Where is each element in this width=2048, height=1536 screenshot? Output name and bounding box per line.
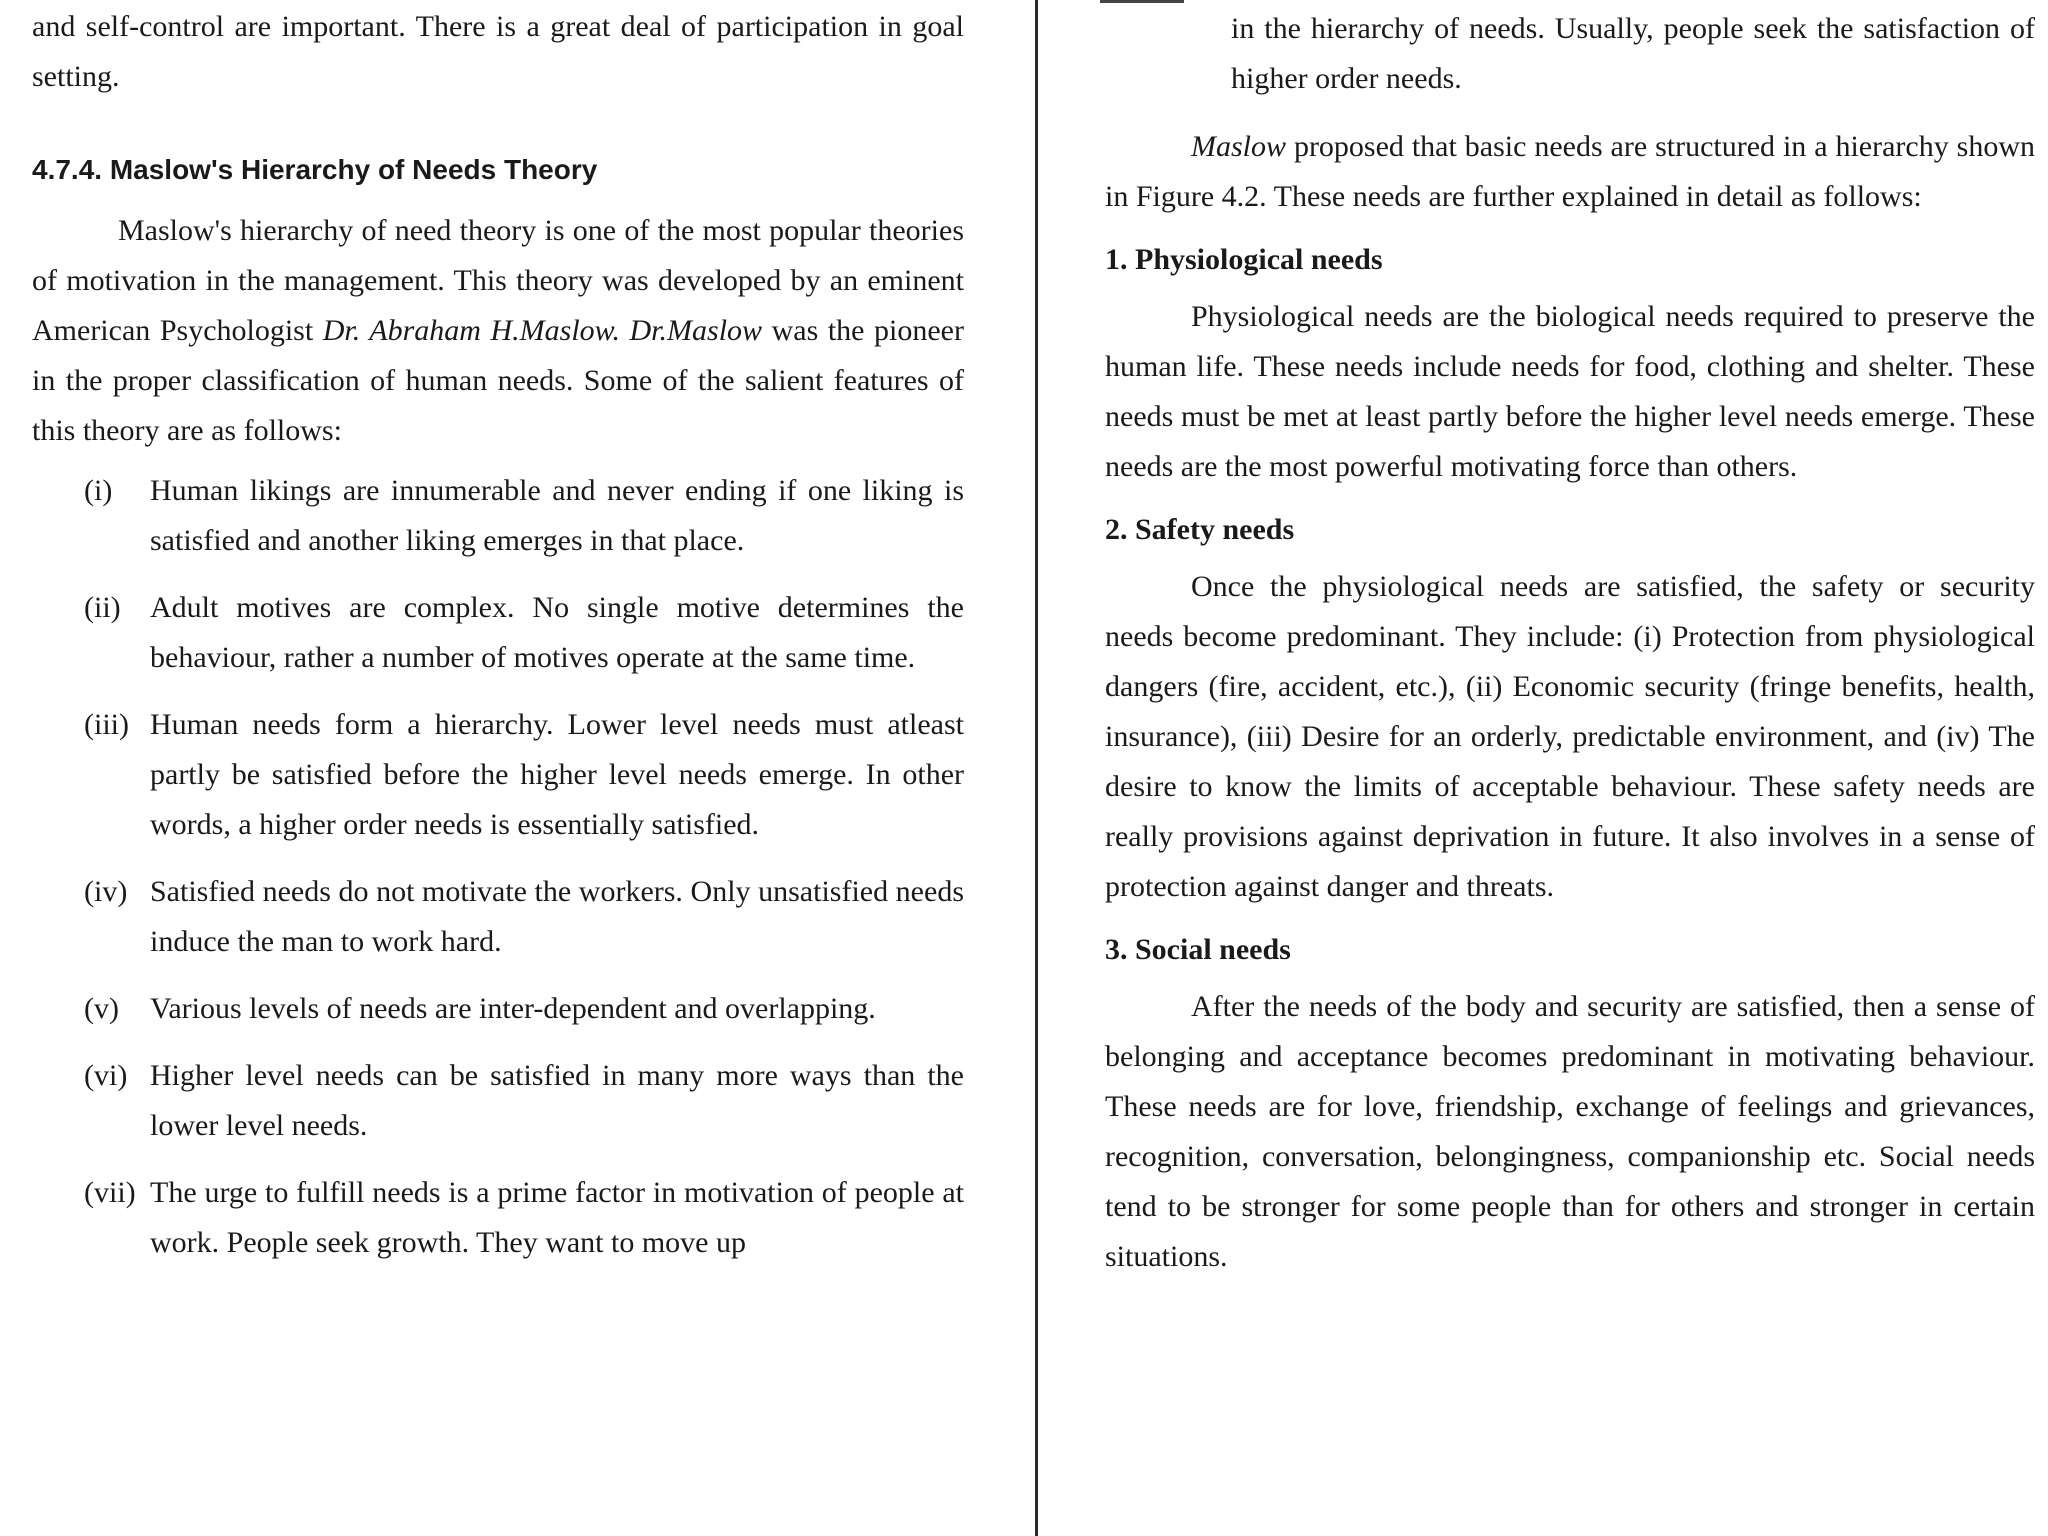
- para-part-italic: Dr. Abraham H.Maslow. Dr.Maslow: [322, 314, 763, 347]
- list-item: [84, 867, 964, 967]
- list-item-num: (vi): [84, 1059, 128, 1092]
- features-list: [84, 466, 964, 1268]
- right-page: [1105, 0, 2035, 1536]
- maslow-name: Maslow: [1191, 130, 1287, 163]
- safety-heading: 2. Safety needs: [1105, 513, 1295, 546]
- column-divider: [1035, 0, 1038, 1536]
- intro-text: and self-control are important. There is a great deal of participation in goal setting.: [32, 10, 964, 93]
- list-item-text: Adult motives are complex. No single motive determines the behaviour, rather a number of motives operate at the same time.: [150, 591, 964, 674]
- list-item-text: Higher level needs can be satisfied in many more ways than the lower level needs.: [150, 1059, 964, 1142]
- social-heading: 3. Social needs: [1105, 933, 1291, 966]
- safety-text: Once the physiological needs are satisfied, the safety or security needs become predominant. They include: (i) Protection from physiological dangers (fire, accident, etc.), (ii) Economic security (fringe benefits, health, insurance), (iii) Desire for an orderly, predictable environment, and (iv) The desire to know the limits of acceptable behaviour. These safety needs are really provisions against deprivation in future. It also involves in a sense of protection against danger and threats.: [1105, 570, 2035, 903]
- list-item-num: (iv): [84, 875, 128, 908]
- social-text: After the needs of the body and security are satisfied, then a sense of belonging and acceptance becomes predominant in motivating behaviour. These needs are for love, friendship, exchange of feelings and grievances, recognition, conversation, belongingness, companionship etc. Social needs tend to be stronger for some people than for others and stronger in certain situations.: [1105, 990, 2035, 1273]
- continuation-text: in the hierarchy of needs. Usually, people seek the satisfaction of higher order needs.: [1231, 12, 2035, 95]
- list-item: [84, 984, 964, 1034]
- para-part-3: was the pioneer in the proper classification of human needs. Some of the salient features of this theory are as follows:: [32, 314, 964, 447]
- physiological-heading: 1. Physiological needs: [1105, 243, 1383, 276]
- para-part-1: Maslow's hierarchy of need theory is one of the most popular theories of motivation in the management. This theory was developed by an eminent American Psychologist: [32, 214, 964, 347]
- list-item: [84, 1051, 964, 1151]
- section-heading: 4.7.4. Maslow's Hierarchy of Needs Theory: [32, 154, 598, 185]
- list-item-num: (i): [84, 474, 113, 507]
- list-item: [84, 583, 964, 683]
- list-item: [84, 1168, 964, 1268]
- list-item-num: (v): [84, 992, 119, 1025]
- list-item-text: Human needs form a hierarchy. Lower level needs must atleast partly be satisfied before the higher level needs emerge. In other words, a higher order needs is essentially satisfied.: [150, 708, 964, 841]
- list-item-num: (iii): [84, 708, 129, 741]
- list-item-num: (ii): [84, 591, 121, 624]
- list-item: [84, 466, 964, 566]
- physiological-text: Physiological needs are the biological needs required to preserve the human life. These needs include needs for food, clothing and shelter. These needs must be met at least partly before the higher level needs emerge. These needs are the most powerful motivating force than others.: [1105, 300, 2035, 483]
- list-item-text: Various levels of needs are inter-dependent and overlapping.: [150, 992, 876, 1025]
- needs-intro-text: proposed that basic needs are structured in a hierarchy shown in Figure 4.2. These needs are further explained in detail as follows:: [1105, 130, 2035, 213]
- list-item-text: The urge to fulfill needs is a prime factor in motivation of people at work. People seek growth. They want to move up: [150, 1176, 964, 1259]
- list-item: [84, 700, 964, 850]
- left-page: [32, 0, 964, 1536]
- list-item-text: Satisfied needs do not motivate the workers. Only unsatisfied needs induce the man to work hard.: [150, 875, 964, 958]
- maslow-intro-paragraph: [32, 206, 964, 456]
- list-item-text: Human likings are innumerable and never ending if one liking is satisfied and another liking emerges in that place.: [150, 474, 964, 557]
- needs-intro-paragraph: [1105, 122, 2035, 222]
- list-item-num: (vii): [84, 1176, 136, 1209]
